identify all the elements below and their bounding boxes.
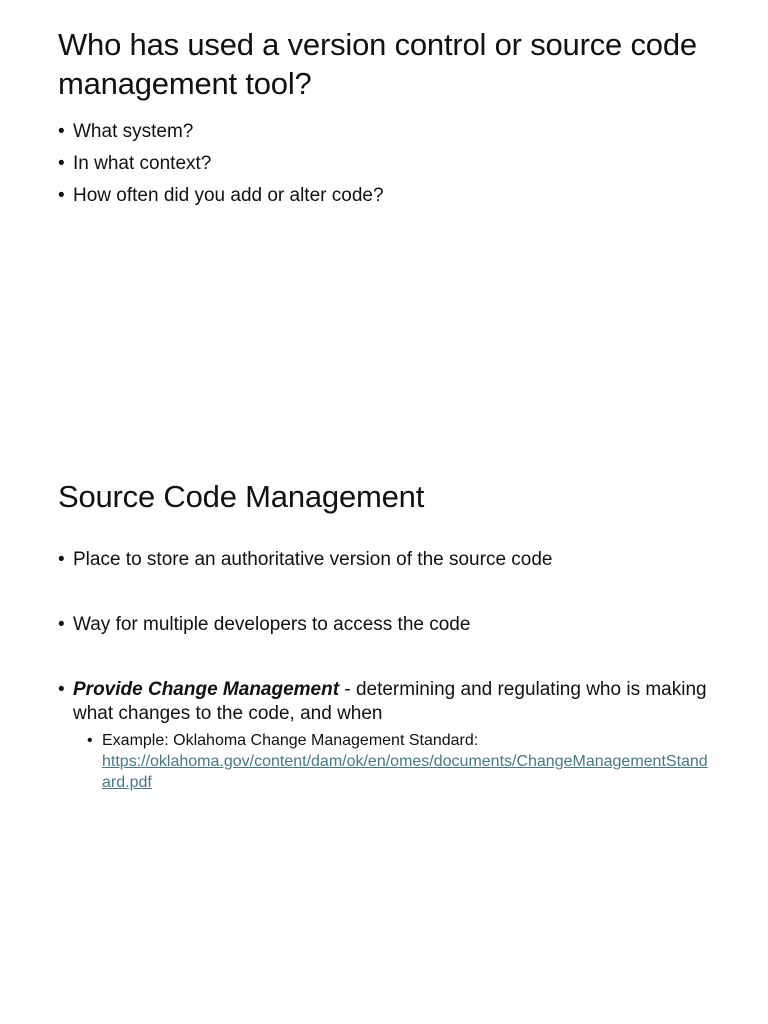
bullet-item [58,116,384,148]
slide-title: Source Code Management [58,479,425,514]
bullet-item [58,613,708,637]
bullet-text: How often did you add or alter code? [73,185,384,206]
bullet-text: What system? [73,121,194,142]
bullet-text: - determining and regulating who is making what changes to the code, and when [73,679,707,724]
slide-2 [0,460,768,1024]
sub-bullet-text: Example: Oklahoma Change Management Standard: [102,732,479,749]
bullet-item [58,148,384,180]
change-management-standard-link[interactable]: https://oklahoma.gov/content/dam/ok/en/omes/documents/ChangeManagementStandard.pdf [102,753,708,791]
bullet-text: In what context? [73,153,212,174]
bullet-icon: • [58,614,65,635]
bullet-text: Way for multiple developers to access the code [73,614,471,635]
bullet-list [58,548,708,793]
sub-bullet-list [87,730,708,793]
slide-1 [0,0,768,460]
bullet-icon: • [58,153,65,174]
bullet-icon: • [58,549,65,570]
bullet-item [58,678,708,793]
bullet-icon: • [58,679,65,700]
bullet-item [58,180,384,212]
bullet-list [58,116,384,212]
bullet-icon: • [58,185,65,206]
bullet-emphasis: Provide Change Management [73,679,340,700]
bullet-text: Place to store an authoritative version of the source code [73,549,553,570]
bullet-icon: • [87,732,93,749]
sub-bullet-item [87,730,708,793]
slide-title: Who has used a version control or source code management tool? [58,27,697,101]
bullet-item [58,548,708,572]
bullet-icon: • [58,121,65,142]
